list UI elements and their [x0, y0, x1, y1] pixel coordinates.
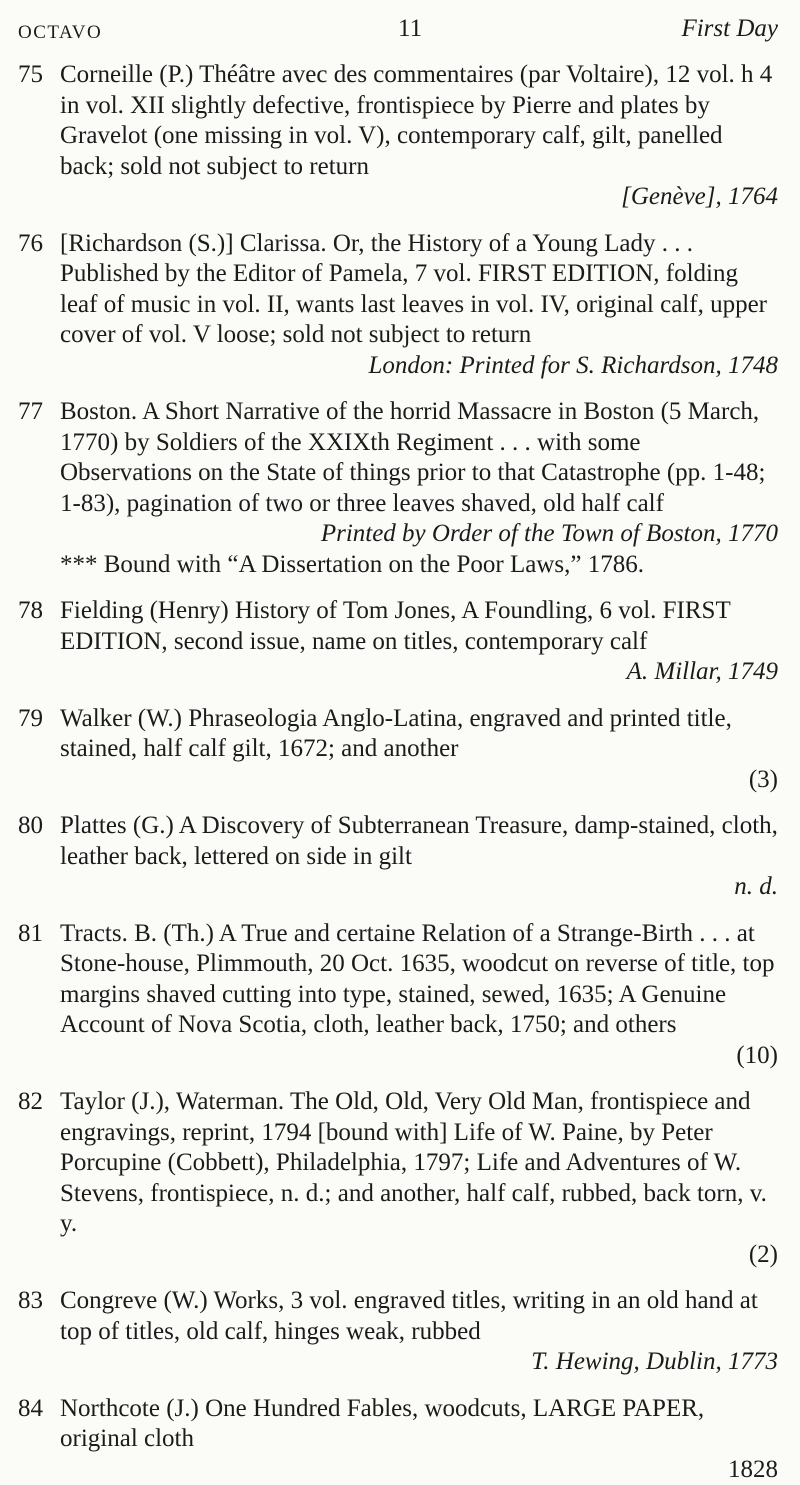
lot-number: 76 [18, 229, 56, 260]
lot-number: 81 [18, 919, 56, 950]
lot-description: Taylor (J.), Waterman. The Old, Old, Very Old Man, frontispiece and engravings, reprint, 1794 [bound with] Life of W. Paine, by Peter Porcupine (Cobbett), Philadelphia, 1797; Life and Adventures of W. Stevens, frontispiece, n. d.; and another, half calf, rubbed, back torn, v. y. [60, 1088, 767, 1237]
lot-description: Walker (W.) Phraseologia Anglo-Latina, engraved and printed title, stained, half calf gilt, 1672; and another [60, 705, 732, 763]
lot-number: 78 [18, 596, 56, 627]
lot-entry-79 [18, 704, 778, 796]
lot-entry-76 [18, 229, 778, 382]
lot-quantity: (3) [749, 765, 778, 796]
lot-note: *** Bound with “A Dissertation on the Poor Laws,” 1786. [60, 550, 778, 581]
lot-quantity: (10) [736, 1041, 778, 1072]
lot-entry-80 [18, 811, 778, 903]
page-number: 11 [398, 14, 422, 45]
lot-description: Northcote (J.) One Hundred Fables, woodcuts, LARGE PAPER, original cloth [60, 1395, 704, 1453]
lot-imprint: n. d. [734, 872, 778, 903]
lot-description: Tracts. B. (Th.) A True and certaine Relation of a Strange-Birth . . . at Stone-house, Plimmouth, 20 Oct. 1635, woodcut on reverse of title, top margins shaved cutting into type, stained, sewed, 1635; A Genuine Account of Nova Scotia, cloth, leather back, 1750; and others [60, 920, 775, 1039]
lot-number: 80 [18, 811, 56, 842]
lot-description: Corneille (P.) Théâtre avec des commentaires (par Voltaire), 12 vol. h 4 in vol. XII slightly defective, frontispiece by Pierre and plates by Gravelot (one missing in vol. V), contemporary calf, gilt, panelled back; sold not subject to return [60, 61, 772, 180]
lot-entry-77 [18, 397, 778, 580]
lot-description: Plattes (G.) A Discovery of Subterranean Treasure, damp-stained, cloth, leather back, lettered on side in gilt [60, 812, 778, 870]
header-format: OCTAVO [18, 18, 102, 49]
lot-imprint: London: Printed for S. Richardson, 1748 [369, 351, 779, 382]
lot-imprint: T. Hewing, Dublin, 1773 [531, 1347, 778, 1378]
lot-imprint: A. Millar, 1749 [627, 657, 778, 688]
lot-imprint: [Genève], 1764 [621, 182, 778, 213]
lot-entry-82 [18, 1087, 778, 1270]
lot-number: 83 [18, 1286, 56, 1317]
lot-number: 79 [18, 704, 56, 735]
lot-description: Fielding (Henry) History of Tom Jones, A Foundling, 6 vol. FIRST EDITION, second issue, name on titles, contemporary calf [60, 597, 730, 655]
lot-description: Boston. A Short Narrative of the horrid Massacre in Boston (5 March, 1770) by Soldiers of the XXIXth Regiment . . . with some Observations on the State of things prior to that Catastrophe (pp. 1-48; 1-83), pagination of two or three leaves shaved, old half calf [60, 398, 765, 517]
lot-entry-78 [18, 596, 778, 688]
lot-entry-81 [18, 919, 778, 1072]
lot-imprint: Printed by Order of the Town of Boston, 1770 [321, 519, 778, 550]
lot-entry-83 [18, 1286, 778, 1378]
header-day: First Day [681, 14, 778, 45]
lot-quantity: (2) [749, 1240, 778, 1271]
running-header [18, 12, 778, 52]
lot-imprint: 1828 [728, 1455, 778, 1485]
lot-number: 75 [18, 60, 56, 91]
lot-number: 84 [18, 1394, 56, 1425]
lot-description: Congreve (W.) Works, 3 vol. engraved titles, writing in an old hand at top of titles, old calf, hinges weak, rubbed [60, 1287, 758, 1345]
lot-description: [Richardson (S.)] Clarissa. Or, the History of a Young Lady . . . Published by the Editor of Pamela, 7 vol. FIRST EDITION, folding leaf of music in vol. II, wants last leaves in vol. IV, original calf, upper cover of vol. V loose; sold not subject to return [60, 230, 767, 349]
lot-entry-84 [18, 1394, 778, 1485]
lot-entry-75 [18, 60, 778, 213]
lot-number: 82 [18, 1087, 56, 1118]
lot-number: 77 [18, 397, 56, 428]
